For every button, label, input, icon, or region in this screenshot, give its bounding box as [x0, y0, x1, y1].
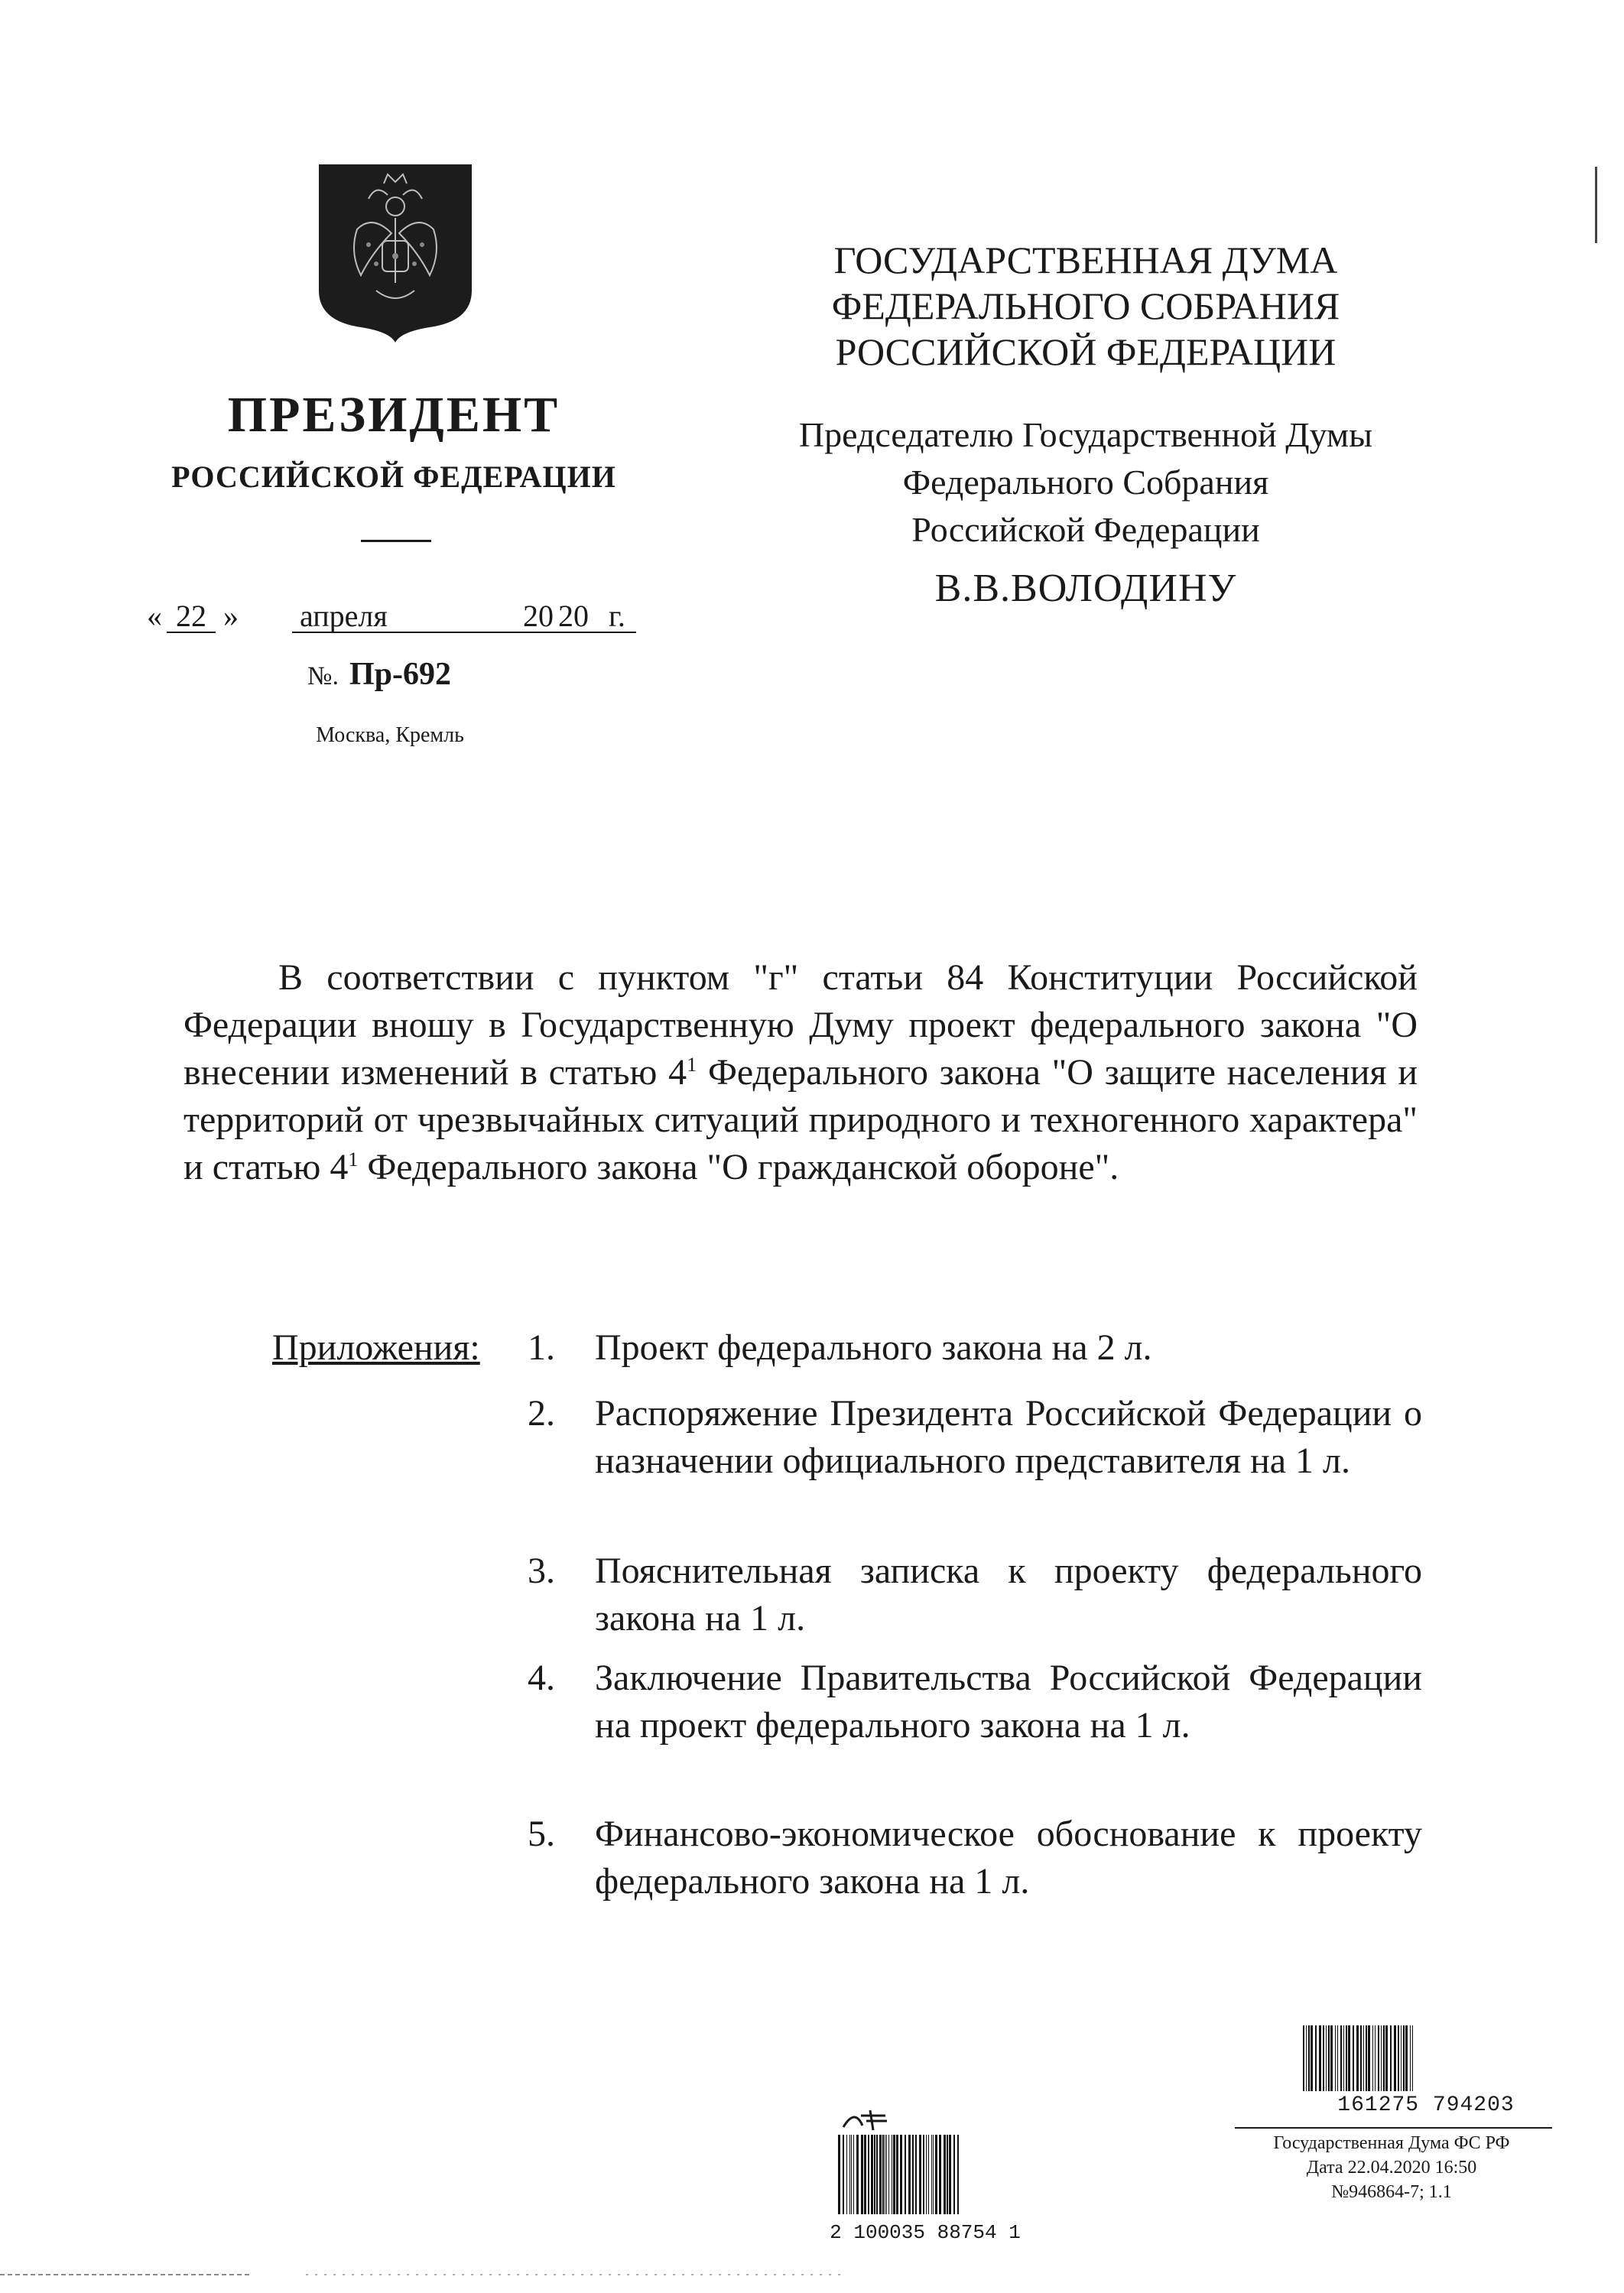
barcode-bar — [1308, 2025, 1310, 2091]
attachment-item — [528, 1390, 1422, 1485]
date-year-unit: г. — [609, 599, 625, 633]
barcode-bar — [896, 2135, 898, 2214]
barcode-bar — [846, 2135, 847, 2214]
barcode-bar — [1366, 2025, 1367, 2091]
attachment-item — [528, 1324, 1422, 1372]
barcode-graphic — [835, 2133, 1011, 2217]
recipient-org-line: ГОСУДАРСТВЕННАЯ ДУМА — [833, 239, 1338, 281]
attachment-item — [528, 1548, 1422, 1642]
recipient-organization — [719, 237, 1453, 375]
stamp-reg-line: №946864-7; 1.1 — [1331, 2182, 1452, 2202]
date-open-quote: « — [147, 599, 162, 633]
barcode-bar — [879, 2135, 882, 2214]
number-label: №. — [307, 662, 339, 690]
barcode-bar — [1385, 2025, 1388, 2091]
barcode-bar — [853, 2135, 854, 2214]
barcode-bar — [888, 2135, 889, 2214]
barcode-bar — [861, 2135, 863, 2214]
superscript: 1 — [687, 1054, 697, 1076]
barcode-bar — [1356, 2025, 1359, 2091]
barcode-bar — [900, 2135, 902, 2214]
letter-body — [184, 954, 1418, 1191]
barcode-bar — [1403, 2025, 1405, 2091]
document-number — [307, 656, 451, 699]
barcode-bar — [1323, 2025, 1324, 2091]
document-date — [147, 598, 651, 636]
barcode-bar — [905, 2135, 906, 2214]
barcode-bar — [856, 2135, 859, 2214]
stamp-barcode-digits: 161275 794203 — [1292, 2093, 1560, 2117]
barcode-bar — [1328, 2025, 1330, 2091]
barcode-bar — [1372, 2025, 1373, 2091]
barcode-bar — [851, 2135, 852, 2214]
scan-edge-artifact — [0, 2272, 1624, 2277]
barcode-bar — [868, 2135, 869, 2214]
attachment-number: 5. — [528, 1814, 555, 1854]
stamp-date-line: Дата 22.04.2020 16:50 — [1306, 2158, 1477, 2178]
addressee-line: Российской Федерации — [911, 510, 1260, 549]
barcode-bar — [1383, 2025, 1385, 2091]
barcode-bar — [912, 2135, 914, 2214]
barcode-bar — [923, 2135, 924, 2214]
barcode-bar — [886, 2135, 887, 2214]
barcode-bar — [1410, 2025, 1411, 2091]
barcode-bar — [919, 2135, 921, 2214]
barcode-bar — [1315, 2025, 1317, 2091]
barcode-bar — [1306, 2025, 1307, 2091]
barcode-bar — [933, 2135, 934, 2214]
barcode-bar — [843, 2135, 844, 2214]
barcode-bar — [931, 2135, 932, 2214]
attachment-text: Финансово-экономическое обоснование к проекту федерального закона на 1 л. — [595, 1814, 1422, 1902]
addressee-line: Федерального Собрания — [902, 463, 1269, 502]
attachment-text: Проект федерального закона на 2 л. — [595, 1327, 1152, 1368]
body-text-part: В соответствии с пунктом "г" статьи 84 Конституции Российской Федерации вношу в Государственную Думу проект федерального закона "О внесении изменений в статью 4 — [184, 957, 1418, 1093]
divider — [361, 540, 431, 542]
stamp-org-line: Государственная Дума ФС РФ — [1273, 2133, 1510, 2153]
barcode-bar — [1401, 2025, 1402, 2091]
date-close-quote: » — [223, 599, 239, 633]
attachment-text: Заключение Правительства Российской Федерации на проект федерального закона на 1 л. — [595, 1658, 1422, 1746]
addressee-position — [719, 411, 1453, 554]
barcode-bar — [926, 2135, 927, 2214]
barcode-bar — [1346, 2025, 1347, 2091]
barcode-bar — [1319, 2025, 1321, 2091]
barcode-bar — [882, 2135, 884, 2214]
sender-subtitle: РОССИЙСКОЙ ФЕДЕРАЦИИ — [171, 460, 616, 494]
addressee-name: В.В.ВОЛОДИНУ — [934, 567, 1237, 610]
barcode-bar — [939, 2135, 941, 2214]
barcode-bar — [1381, 2025, 1382, 2091]
barcode-bar — [1326, 2025, 1327, 2091]
barcode-bar — [876, 2135, 878, 2214]
registration-mark-icon — [840, 2104, 893, 2135]
barcode-bar — [1343, 2025, 1344, 2091]
barcode-bar — [849, 2135, 850, 2214]
barcode-bar — [957, 2135, 959, 2214]
barcode-bar — [1368, 2025, 1370, 2091]
barcode-bar — [1390, 2025, 1392, 2091]
stamp-divider — [1235, 2127, 1552, 2129]
attachment-text: Пояснительная записка к проекту федерального закона на 1 л. — [595, 1551, 1422, 1639]
barcode-bar — [949, 2135, 951, 2214]
date-year-suffix: 20 — [558, 598, 593, 633]
superscript: 1 — [348, 1148, 359, 1171]
attachment-number: 1. — [528, 1327, 555, 1368]
number-value: Пр-692 — [349, 657, 451, 692]
barcode-bar — [838, 2135, 840, 2214]
barcode-bar — [935, 2135, 937, 2214]
barcode-bar — [1412, 2025, 1413, 2091]
barcode-bar — [1378, 2025, 1379, 2091]
barcode-bar — [1405, 2025, 1408, 2091]
place-of-issue: Москва, Кремль — [316, 723, 464, 747]
barcode-bar — [874, 2135, 875, 2214]
barcode-bar — [1353, 2025, 1354, 2091]
recipient-org-line: ФЕДЕРАЛЬНОГО СОБРАНИЯ — [831, 284, 1340, 327]
barcode-bar — [1360, 2025, 1362, 2091]
barcode-bar — [1398, 2025, 1399, 2091]
barcode-bar — [1337, 2025, 1338, 2091]
barcode-bar — [944, 2135, 946, 2214]
attachment-item — [528, 1811, 1422, 1905]
date-year-prefix: 20 — [523, 599, 554, 633]
body-text-part: Федерального закона "О защите населения и территорий от чрезвычайных ситуаций природного и техногенного характера" и статью 4 — [184, 1052, 1418, 1187]
barcode-bar — [953, 2135, 955, 2214]
sender-title: ПРЕЗИДЕНТ — [227, 387, 560, 443]
attachment-number: 4. — [528, 1658, 555, 1698]
date-month: апреля — [292, 598, 636, 633]
barcode-bar — [893, 2135, 895, 2214]
recipient-org-line: РОССИЙСКОЙ ФЕДЕРАЦИИ — [835, 330, 1337, 373]
barcode-bar — [1311, 2025, 1313, 2091]
barcode-bar — [1375, 2025, 1376, 2091]
date-day: 22 — [167, 598, 216, 633]
barcode-bar — [1363, 2025, 1364, 2091]
barcode-bar — [864, 2135, 866, 2214]
addressee-line: Председателю Государственной Думы — [798, 415, 1373, 454]
scan-margin-mark — [1595, 167, 1597, 243]
barcode-bar — [1348, 2025, 1350, 2091]
barcode-bar — [1335, 2025, 1336, 2091]
barcode-bar — [1340, 2025, 1342, 2091]
body-text-part: Федерального закона "О гражданской обороне". — [358, 1147, 1119, 1187]
barcode-bar — [1330, 2025, 1333, 2091]
barcode-number: 2 100035 88754 1 — [830, 2221, 1021, 2244]
attachment-text: Распоряжение Президента Российской Федерации о назначении официального представителя на 1 л. — [595, 1393, 1422, 1481]
attachment-item — [528, 1655, 1422, 1749]
coat-of-arms-emblem — [315, 161, 476, 344]
barcode-bar — [1303, 2025, 1304, 2091]
barcode-bar — [871, 2135, 873, 2214]
barcode-bar — [947, 2135, 948, 2214]
barcode-bar — [1394, 2025, 1396, 2091]
attachments-label: Приложения: — [272, 1327, 480, 1368]
attachment-number: 2. — [528, 1393, 555, 1434]
barcode-bar — [908, 2135, 911, 2214]
barcode-bar — [915, 2135, 917, 2214]
attachment-number: 3. — [528, 1551, 555, 1591]
barcode-bar — [928, 2135, 929, 2214]
